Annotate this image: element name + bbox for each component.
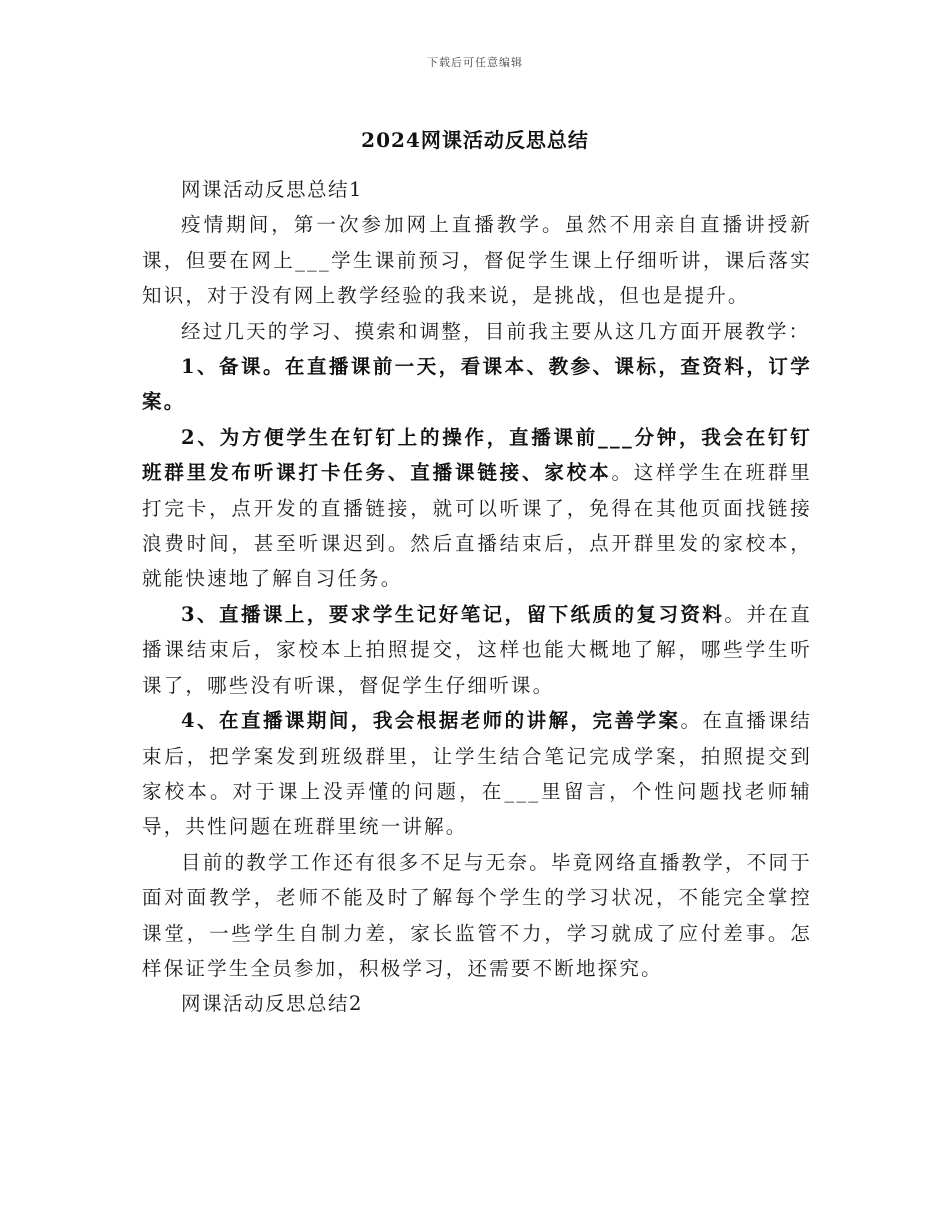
list-item-4-bold: 4、在直播课期间，我会根据老师的讲解，完善学案 (181, 709, 681, 733)
list-item-1-bold: 1、备课。在直播课前一天，看课本、教参、课标，查资料，订学案。 (142, 355, 812, 414)
document-body (142, 172, 812, 1022)
paragraph-reflection: 目前的教学工作还有很多不足与无奈。毕竟网络直播教学，不同于面对面教学，老师不能及时了解每个学生的学习状况，不能完全掌控课堂，一些学生自制力差，家长监管不力，学习就成了应付差事。怎样保证学生全员参加，积极学习，还需要不断地探究。 (142, 850, 812, 980)
list-item-4-text: 。在直播课结束后，把学案发到班级群里，让学生结合笔记完成学案，拍照提交到家校本。对于课上没弄懂的问题，在___里留言，个性问题找老师辅导，共性问题在班群里统一讲解。 (142, 709, 812, 839)
list-item-3-bold: 3、直播课上，要求学生记好笔记，留下纸质的复习资料 (181, 602, 725, 626)
list-item-1 (142, 349, 812, 420)
paragraph-intro: 疫情期间，第一次参加网上直播教学。虽然不用亲自直播讲授新课，但要在网上___学生课前预习，督促学生课上仔细听讲，课后落实知识，对于没有网上教学经验的我来说，是挑战，但也是提升。 (142, 213, 812, 308)
section-2-heading: 网课活动反思总结2 (181, 992, 363, 1016)
list-item-2-bold: 2、为方便学生在钉钉上的操作，直播课前___分钟，我会在钉钉班群里发布听课打卡任务、直播课链接、家校本 (142, 425, 812, 485)
list-item-2-text: 。这样学生在班群里打完卡，点开发的直播链接，就可以听课了，免得在其他页面找链接浪费时间，甚至听课迟到。然后直播结束后，点开群里发的家校本，就能快速地了解自习任务。 (142, 461, 812, 591)
list-item-3 (142, 597, 812, 703)
list-item-3-text: 。并在直播课结束后，家校本上拍照提交，这样也能大概地了解，哪些学生听课了，哪些没有听课，督促学生仔细听课。 (142, 602, 812, 697)
paragraph-approach: 经过几天的学习、摸索和调整，目前我主要从这几方面开展教学： (181, 319, 811, 343)
list-item-4 (142, 703, 812, 845)
list-item-2 (142, 420, 812, 597)
section-1-heading: 网课活动反思总结1 (181, 178, 363, 201)
header-note: 下载后可任意编辑 (427, 56, 523, 69)
document-title: 2024网课活动反思总结 (361, 128, 589, 152)
